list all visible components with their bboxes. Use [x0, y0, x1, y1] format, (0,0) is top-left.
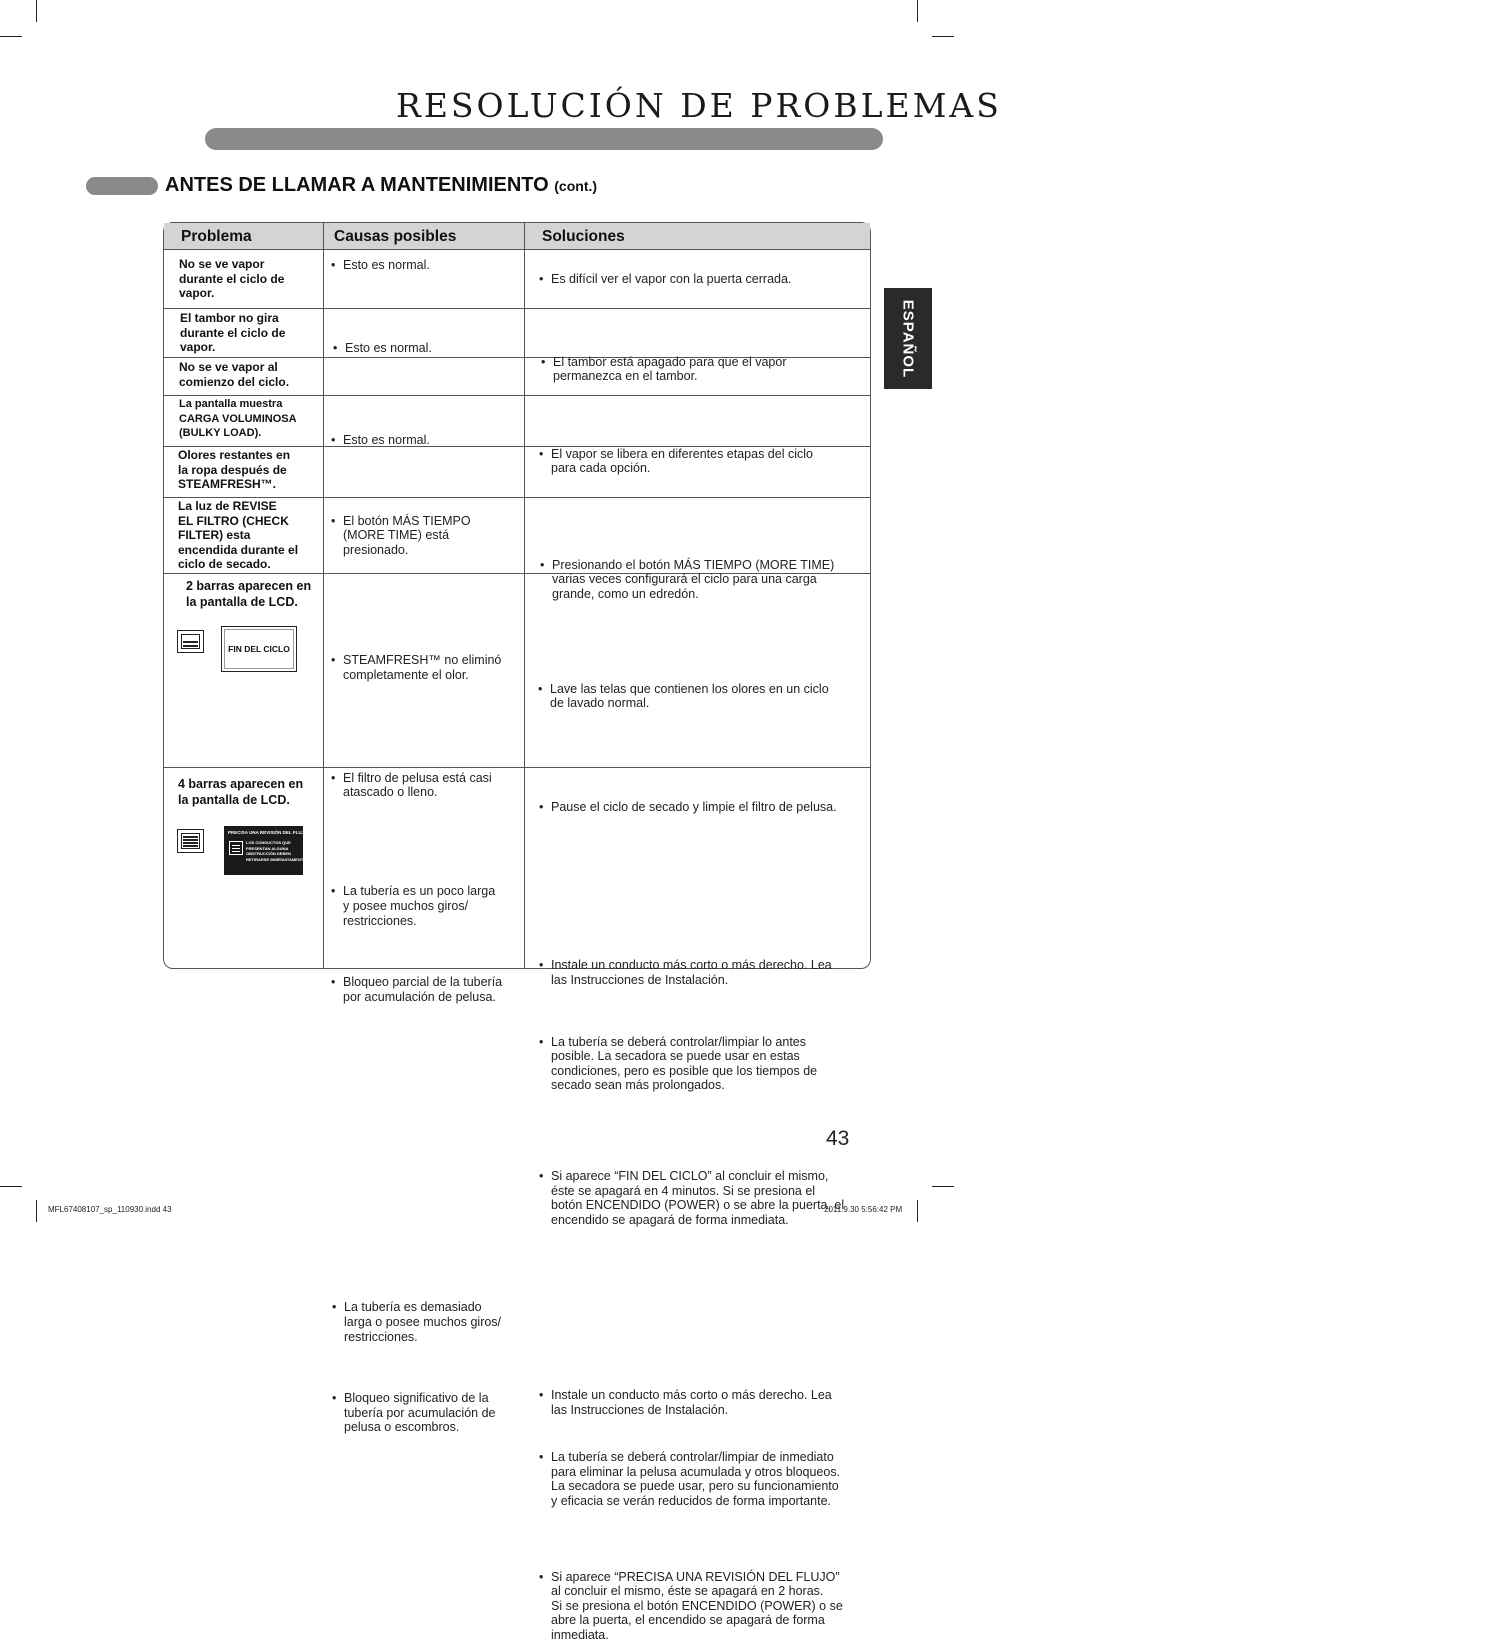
- text-line: • Instale un conducto más corto o más derecho. Lea: [551, 958, 1492, 973]
- text-line: posible. La secadora se puede usar en estas: [551, 1049, 1492, 1064]
- problem-cell: [180, 311, 285, 355]
- cause-item: [330, 433, 1284, 448]
- four-bars-icon: [177, 829, 204, 853]
- text-line: permanezca en el tambor.: [553, 369, 1494, 384]
- text-line: • Instale un conducto más corto o más derecho. Lea: [551, 1388, 1492, 1403]
- text-line: para cada opción.: [551, 461, 1492, 476]
- text-line: • Esto es normal.: [343, 258, 1284, 273]
- text-line: restricciones.: [344, 1330, 1285, 1345]
- text-line: de lavado normal.: [550, 696, 1491, 711]
- text-line: PRESENTAN ALGUNA: [246, 846, 307, 852]
- text-line: encendido se apagará de forma inmediata.: [551, 1213, 1492, 1228]
- text-line: La luz de REVISE: [178, 499, 298, 514]
- text-line: condiciones, pero es posible que los tiempos de: [551, 1064, 1492, 1079]
- table-header: [164, 223, 870, 250]
- text-line: • Pause el ciclo de secado y limpie el filtro de pelusa.: [551, 800, 1492, 815]
- text-line: • El vapor se libera en diferentes etapas del ciclo: [551, 447, 1492, 462]
- solution-item: [539, 558, 1493, 602]
- problem-cell: [179, 397, 297, 441]
- header-solutions: Soluciones: [542, 228, 625, 246]
- text-line: las Instrucciones de Instalación.: [551, 973, 1492, 988]
- text-line: • El botón MÁS TIEMPO: [343, 514, 1284, 529]
- text-line: • Bloqueo significativo de la: [344, 1391, 1285, 1406]
- solution-item: [538, 958, 1492, 987]
- lcd-display-check-airflow: [224, 826, 303, 875]
- text-line: EL FILTRO (CHECK: [178, 514, 298, 529]
- text-line: RETIRARSE INMEDIATAMENTE.: [246, 857, 307, 863]
- text-line: (MORE TIME) está: [343, 528, 1284, 543]
- text-line: varias veces configurará el ciclo para una carga: [552, 572, 1493, 587]
- cause-item: [330, 771, 1284, 800]
- text-line: vapor.: [179, 286, 284, 301]
- text-line: larga o posee muchos giros/: [344, 1315, 1285, 1330]
- text-line: • STEAMFRESH™ no eliminó: [343, 653, 1284, 668]
- text-line: para eliminar la pelusa acumulada y otros bloqueos.: [551, 1465, 1492, 1480]
- text-line: vapor.: [180, 340, 285, 355]
- cause-item: [332, 341, 1286, 356]
- text-line: Si se presiona el botón ENCENDIDO (POWER) o se: [551, 1599, 1492, 1614]
- text-line: y eficacia se verán reducidos de forma importante.: [551, 1494, 1492, 1509]
- text-line: inmediata.: [551, 1628, 1492, 1642]
- lcd-title: PRECISA UNA REVISIÓN DEL FLUJO: [228, 830, 308, 835]
- footer-filename: MFL67408107_sp_110930.indd 43: [48, 1205, 172, 1214]
- cause-item: [330, 514, 1284, 558]
- solution-item: [538, 1450, 1492, 1508]
- row-divider: [164, 767, 870, 768]
- text-line: durante el ciclo de: [180, 326, 285, 341]
- solution-item: [538, 447, 1492, 476]
- text-line: • Si aparece “PRECISA UNA REVISIÓN DEL FLUJO”: [551, 1570, 1492, 1585]
- text-line: STEAMFRESH™.: [178, 477, 290, 492]
- text-line: FILTER) esta: [178, 528, 298, 543]
- row-divider: [164, 497, 870, 498]
- text-line: • La tubería es demasiado: [344, 1300, 1285, 1315]
- text-line: • Es difícil ver el vapor con la puerta cerrada.: [551, 272, 1492, 287]
- crop-mark: [932, 36, 954, 37]
- crop-mark: [917, 0, 918, 22]
- solution-item: [538, 800, 1492, 815]
- text-line: secado sean más prolongados.: [551, 1078, 1492, 1093]
- text-line: • El filtro de pelusa está casi: [343, 771, 1284, 786]
- problem-cell: [179, 257, 284, 301]
- column-divider: [524, 223, 525, 968]
- two-bars-icon: [177, 630, 204, 653]
- text-line: La pantalla muestra: [179, 397, 297, 412]
- solution-item: [538, 1570, 1492, 1642]
- title-bar: [205, 128, 883, 150]
- section-marker: [86, 177, 158, 195]
- text-line: • El tambor está apagado para que el vapor: [553, 355, 1494, 370]
- section-title-text: ANTES DE LLAMAR A MANTENIMIENTO: [165, 174, 549, 196]
- text-line: 2 barras aparecen en: [186, 578, 311, 594]
- text-line: 4 barras aparecen en: [178, 776, 303, 792]
- page-title: RESOLUCIÓN DE PROBLEMAS: [396, 86, 1002, 125]
- text-line: CARGA VOLUMINOSA: [179, 412, 297, 427]
- problem-cell: [186, 578, 311, 610]
- problem-cell: [178, 448, 290, 492]
- header-problem: Problema: [181, 228, 252, 246]
- column-divider: [323, 223, 324, 968]
- text-line: Olores restantes en: [178, 448, 290, 463]
- cause-item: [331, 1300, 1285, 1344]
- text-line: • Lave las telas que contienen los olores en un ciclo: [550, 682, 1491, 697]
- crop-mark: [0, 1186, 22, 1187]
- text-line: • Esto es normal.: [343, 433, 1284, 448]
- text-line: • Presionando el botón MÁS TIEMPO (MORE TIME): [552, 558, 1493, 573]
- solution-item: [538, 272, 1492, 287]
- text-line: presionado.: [343, 543, 1284, 558]
- header-causes: Causas posibles: [334, 228, 456, 246]
- text-line: la pantalla de LCD.: [186, 594, 311, 610]
- problem-cell: [178, 776, 303, 808]
- lcd-display-end-of-cycle: [221, 626, 297, 672]
- text-line: completamente el olor.: [343, 668, 1284, 683]
- solution-item: [537, 682, 1491, 711]
- text-line: • La tubería se deberá controlar/limpiar lo antes: [551, 1035, 1492, 1050]
- text-line: grande, como un edredón.: [552, 587, 1493, 602]
- crop-mark: [0, 36, 22, 37]
- text-line: botón ENCENDIDO (POWER) o se abre la puerta, el: [551, 1198, 1492, 1213]
- text-line: abre la puerta, el encendido se apagará de forma: [551, 1613, 1492, 1628]
- text-line: durante el ciclo de: [179, 272, 284, 287]
- text-line: éste se apagará en 4 minutos. Si se presiona el: [551, 1184, 1492, 1199]
- text-line: • Bloqueo parcial de la tubería: [343, 975, 1284, 990]
- text-line: las Instrucciones de Instalación.: [551, 1403, 1492, 1418]
- text-line: • Esto es normal.: [345, 341, 1286, 356]
- solution-item: [538, 1169, 1492, 1227]
- text-line: • La tubería se deberá controlar/limpiar de inmediato: [551, 1450, 1492, 1465]
- text-line: • Si aparece “FIN DEL CICLO” al concluir el mismo,: [551, 1169, 1492, 1184]
- text-line: No se ve vapor al: [179, 360, 289, 375]
- cause-item: [330, 653, 1284, 682]
- text-line: y posee muchos giros/: [343, 899, 1284, 914]
- problem-cell: [179, 360, 289, 389]
- text-line: (BULKY LOAD).: [179, 426, 297, 441]
- crop-mark: [36, 0, 37, 22]
- text-line: No se ve vapor: [179, 257, 284, 272]
- lcd-body: [246, 840, 307, 862]
- solution-item: [540, 355, 1494, 384]
- cause-item: [330, 884, 1284, 928]
- text-line: al concluir el mismo, éste se apagará en 2 horas.: [551, 1584, 1492, 1599]
- text-line: OBSTRUCCIÓN DEBEN: [246, 851, 307, 857]
- text-line: tubería por acumulación de: [344, 1406, 1285, 1421]
- row-divider: [164, 308, 870, 309]
- cause-item: [330, 258, 1284, 273]
- language-tab-label: ESPAÑOL: [900, 299, 917, 377]
- lcd-mini-icon: [229, 841, 243, 855]
- solution-item: [538, 1388, 1492, 1417]
- text-line: pelusa o escombros.: [344, 1420, 1285, 1435]
- text-line: La secadora se puede usar, pero su funcionamiento: [551, 1479, 1492, 1494]
- lcd-text: FIN DEL CICLO: [222, 644, 296, 654]
- section-title-cont: (cont.): [554, 178, 597, 194]
- text-line: atascado o lleno.: [343, 785, 1284, 800]
- text-line: por acumulación de pelusa.: [343, 990, 1284, 1005]
- solution-item: [538, 1035, 1492, 1093]
- page-number: 43: [826, 1127, 849, 1151]
- text-line: la pantalla de LCD.: [178, 792, 303, 808]
- crop-mark: [36, 1200, 37, 1222]
- text-line: El tambor no gira: [180, 311, 285, 326]
- text-line: la ropa después de: [178, 463, 290, 478]
- footer-timestamp: 2011.9.30 5:56:42 PM: [824, 1205, 902, 1214]
- problem-cell: [178, 499, 298, 572]
- text-line: • La tubería es un poco larga: [343, 884, 1284, 899]
- row-divider: [164, 395, 870, 396]
- text-line: ciclo de secado.: [178, 557, 298, 572]
- text-line: comienzo del ciclo.: [179, 375, 289, 390]
- text-line: restricciones.: [343, 914, 1284, 929]
- text-line: encendida durante el: [178, 543, 298, 558]
- section-title: [165, 174, 597, 197]
- text-line: LOS CONDUCTOS QUE: [246, 840, 307, 846]
